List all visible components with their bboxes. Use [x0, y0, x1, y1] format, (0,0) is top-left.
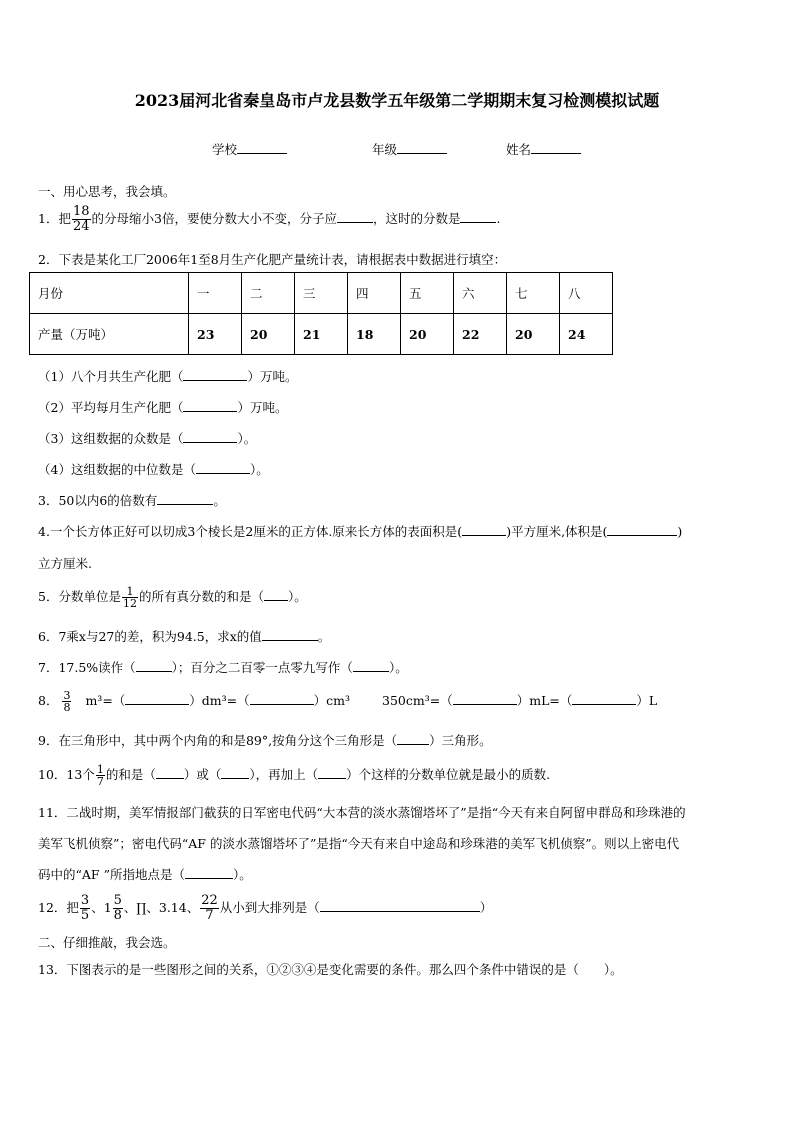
- question-11-line-1: 11．二战时期，美军情报部门截获的日军密电代码“大本营的淡水蒸馏塔坏了”是指“今天有来自阿留申群岛和珍珠港的: [38, 805, 686, 820]
- q1-blank-2[interactable]: [460, 210, 496, 223]
- q2-2-blank[interactable]: [183, 399, 237, 412]
- school-label: 学校: [212, 142, 238, 157]
- question-12: 12．把 $\frac{3}{5}$ 、1 $\frac{5}{8}$ 、∏、3.14、 $\frac{22}{7}$ 从小到大排列是（ ）: [38, 893, 493, 923]
- q8-blank-2[interactable]: [250, 692, 314, 705]
- output-cell: 22: [454, 314, 507, 355]
- fraction-1-12: $\frac{1}{12}$: [122, 585, 137, 610]
- output-cell: 21: [295, 314, 348, 355]
- page-title: 2023届河北省秦皇岛市卢龙县数学五年级第二学期期末复习检测模拟试题: [134, 91, 660, 110]
- q8-blank-3[interactable]: [453, 692, 517, 705]
- question-2-3: （3）这组数据的众数是（ ）。: [38, 431, 257, 446]
- month-cell: 七: [507, 273, 560, 314]
- month-cell: 五: [401, 273, 454, 314]
- name-blank[interactable]: [531, 141, 581, 154]
- month-header: 月份: [30, 273, 189, 314]
- q8-blank-1[interactable]: [125, 692, 189, 705]
- question-8: 8． $\frac{3}{8}$ m³=（ ）dm³=（ ）cm³ 350cm³=（ ）mL=（ ）L: [38, 689, 658, 714]
- q10-blank-1[interactable]: [156, 766, 184, 779]
- q6-blank[interactable]: [262, 628, 318, 641]
- q3-blank[interactable]: [157, 492, 213, 505]
- q1-blank-1[interactable]: [337, 210, 373, 223]
- question-13: 13．下图表示的是一些图形之间的关系，①②③④是变化需要的条件。那么四个条件中错误的是（ ）。: [38, 962, 623, 977]
- q10-blank-3[interactable]: [318, 766, 346, 779]
- month-cell: 八: [560, 273, 613, 314]
- month-cell: 三: [295, 273, 348, 314]
- table-row-month: [30, 273, 613, 314]
- question-7: 7．17.5%读作（ ）；百分之二百零一点零九写作（ ）。: [38, 660, 408, 675]
- q12-blank[interactable]: [320, 899, 480, 912]
- question-6: 6．7乘x与27的差，积为94.5，求x的值 。: [38, 629, 331, 644]
- section-2-heading: 二、仔细推敲，我会选。: [38, 935, 176, 950]
- fraction-1-7: $\frac{1}{7}$: [96, 763, 104, 788]
- grade-blank[interactable]: [397, 141, 447, 154]
- q2-3-blank[interactable]: [183, 430, 237, 443]
- table-row-output: [30, 314, 613, 355]
- question-10: 10．13个 $\frac{1}{7}$ 的和是（ ）或（ ），再加上（ ）个这样的分数单位就是最小的质数.: [38, 763, 551, 788]
- q8-blank-4[interactable]: [572, 692, 636, 705]
- output-header: 产量（万吨）: [30, 314, 189, 355]
- grade-label: 年级: [372, 142, 398, 157]
- output-cell: 23: [189, 314, 242, 355]
- output-cell: 20: [242, 314, 295, 355]
- question-3: 3．50以内6的倍数有 。: [38, 493, 226, 508]
- month-cell: 二: [242, 273, 295, 314]
- q5-blank[interactable]: [264, 588, 288, 601]
- output-cell: 20: [401, 314, 454, 355]
- q9-blank[interactable]: [397, 732, 429, 745]
- output-cell: 20: [507, 314, 560, 355]
- fraction-3-5: $\frac{3}{5}$: [80, 893, 90, 923]
- question-11-line-3: 码中的“AF ”所指地点是（ ）。: [38, 867, 252, 882]
- q10-blank-2[interactable]: [221, 766, 249, 779]
- fraction-18-24: $\frac{18}{24}$: [72, 204, 90, 234]
- school-blank[interactable]: [237, 141, 287, 154]
- question-9: 9．在三角形中，其中两个内角的和是89°,按角分这个三角形是（ ）三角形。: [38, 733, 492, 748]
- question-5: 5．分数单位是 $\frac{1}{12}$ 的所有真分数的和是（ ）。: [38, 585, 307, 610]
- question-2-4: （4）这组数据的中位数是（ ）。: [38, 462, 269, 477]
- output-cell: 24: [560, 314, 613, 355]
- question-1: 1．把 $\frac{18}{24}$ 的分母缩小3倍，要使分数大小不变，分子应 ，这时的分数是 .: [38, 204, 501, 234]
- name-field[interactable]: [506, 140, 581, 158]
- month-cell: 六: [454, 273, 507, 314]
- production-table: [29, 272, 613, 355]
- q7-blank-1[interactable]: [136, 659, 172, 672]
- output-cell: 18: [348, 314, 401, 355]
- fraction-5-8: $\frac{5}{8}$: [113, 893, 122, 923]
- q2-4-blank[interactable]: [196, 461, 250, 474]
- question-11-line-2: 美军飞机侦察”；密电代码“AF 的淡水蒸馏塔坏了”是指“今天有来自中途岛和珍珠港的美军飞机侦察”。则以上密电代: [38, 836, 680, 851]
- month-cell: 一: [189, 273, 242, 314]
- q2-1-blank[interactable]: [183, 368, 247, 381]
- question-2-1: （1）八个月共生产化肥（ ）万吨。: [38, 369, 298, 384]
- section-1-heading: 一、用心思考，我会填。: [38, 184, 176, 199]
- q4-blank-1[interactable]: [462, 523, 506, 536]
- question-2-2: （2）平均每月生产化肥（ ）万吨。: [38, 400, 288, 415]
- q7-blank-2[interactable]: [353, 659, 389, 672]
- question-4-cont: 立方厘米.: [38, 556, 92, 571]
- question-4: 4.一个长方体正好可以切成3个棱长是2厘米的正方体.原来长方体的表面积是( )平方厘米,体积是( ): [38, 524, 683, 539]
- school-field[interactable]: [212, 140, 287, 158]
- name-label: 姓名: [506, 142, 532, 157]
- q11-blank[interactable]: [185, 866, 233, 879]
- fraction-22-7: $\frac{22}{7}$: [201, 893, 218, 923]
- grade-field[interactable]: [372, 140, 447, 158]
- question-2: 2．下表是某化工厂2006年1至8月生产化肥产量统计表，请根据表中数据进行填空：: [38, 252, 507, 267]
- month-cell: 四: [348, 273, 401, 314]
- fraction-3-8: $\frac{3}{8}$: [63, 689, 71, 714]
- q4-blank-2[interactable]: [607, 523, 677, 536]
